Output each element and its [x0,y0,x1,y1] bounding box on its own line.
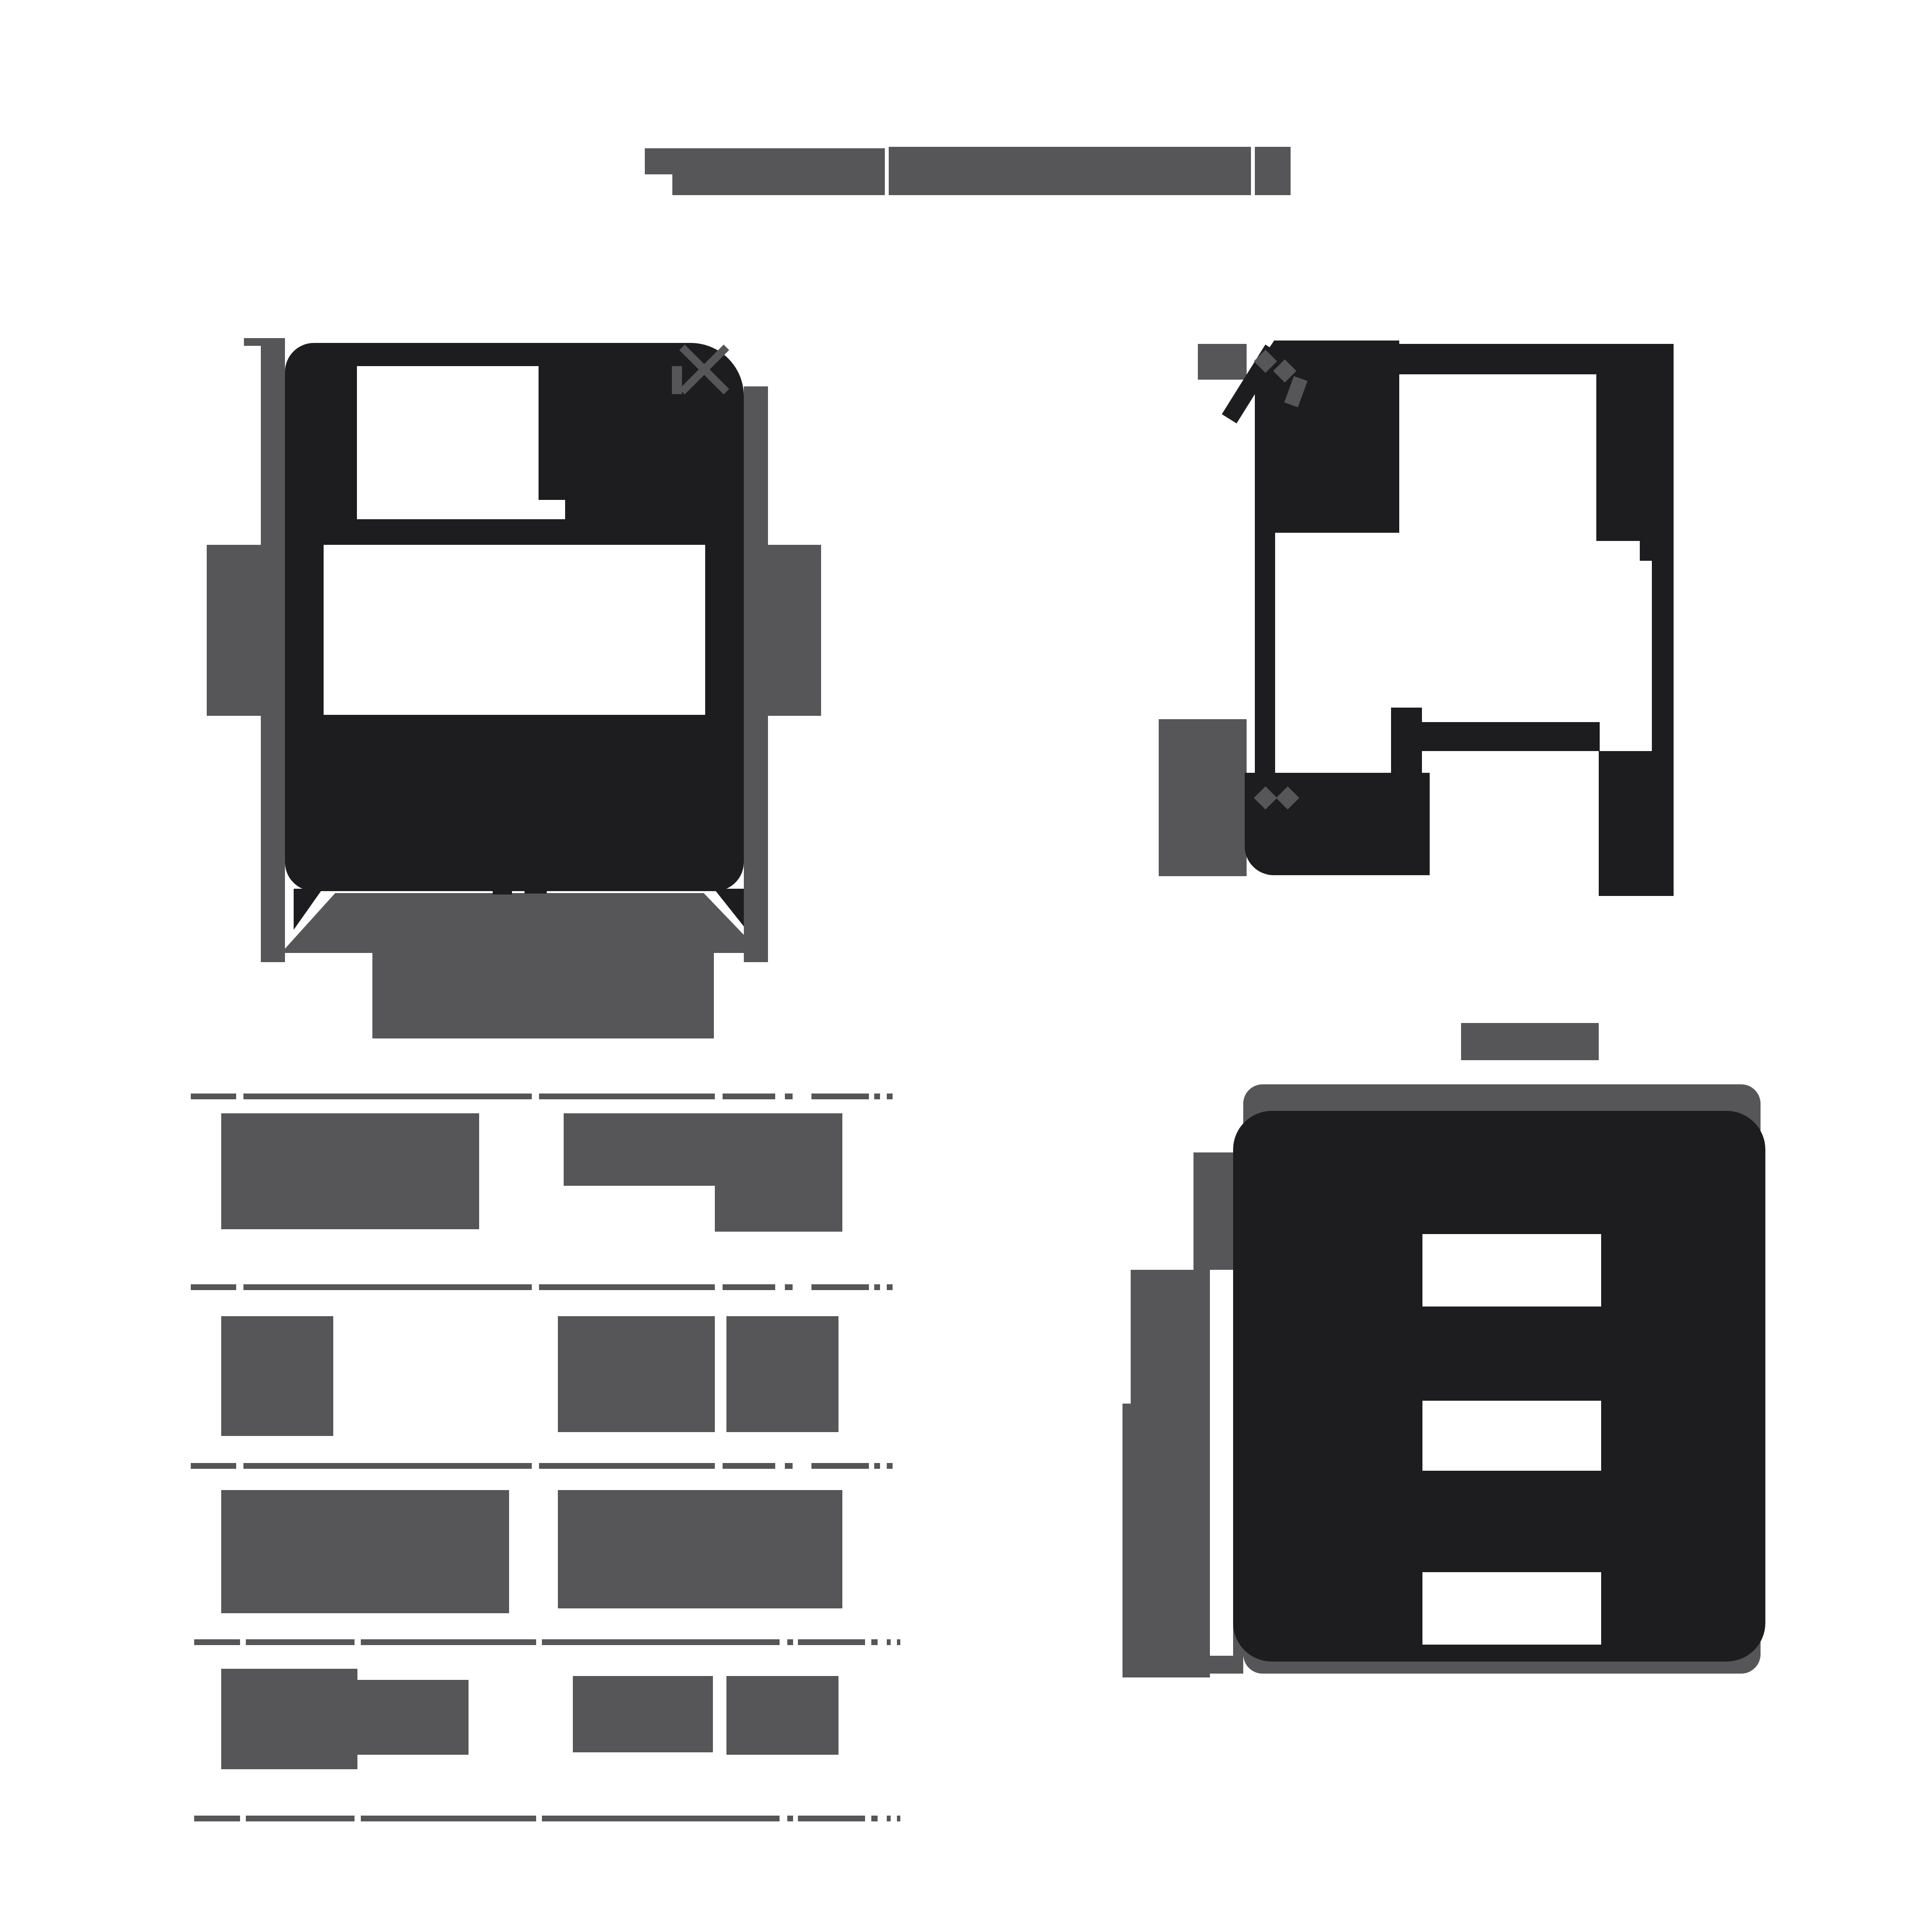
table-rule [191,1094,893,1099]
title-block [645,148,885,174]
table-cell-block [221,1490,509,1613]
seat-cutout-step [539,500,565,519]
outer-gray-extension [1122,1404,1137,1677]
slat [1422,1572,1601,1645]
table-rule [191,1284,893,1290]
right-foot-block [1599,751,1674,896]
table-cell-block [558,1490,842,1608]
side-slot [1210,1270,1233,1656]
table-rule [191,1463,893,1469]
seat-cutout-top [357,366,539,519]
right-post-step [1640,541,1674,561]
table-cell-block [221,1113,479,1229]
table-cell-block [715,1113,842,1232]
dimension-bar [1198,344,1247,380]
table-cell-block [726,1316,838,1432]
dimension-dash [493,887,512,895]
slat [1422,1401,1601,1471]
dimension-flag [672,366,682,394]
table-cell-block [573,1676,713,1752]
armrest-left [207,545,285,716]
left-rail [1255,533,1275,780]
title-block [889,147,1251,195]
table-cell-block [221,1316,333,1436]
shadow-trapezoid [281,893,761,953]
table-cell-block [564,1113,715,1186]
dimension-dash [525,887,547,894]
right-rail [1652,561,1674,751]
table-cell-block [726,1676,838,1755]
top-rail [1280,344,1674,374]
title-block [672,174,885,195]
armrest-right [744,545,821,716]
table-rule [194,1816,900,1821]
left-foot-block [1245,773,1430,875]
table-cell-block [221,1669,357,1769]
reference-block [1159,719,1247,876]
table-cell-block [558,1316,715,1432]
seat-cutout-band [324,545,705,715]
title-block [1255,147,1291,195]
table-cell-block [357,1680,469,1755]
table-rule [194,1639,900,1645]
shadow-footprint [372,953,714,1038]
top-tab [1461,1023,1599,1060]
right-post [1596,373,1674,541]
seat-bar [1422,722,1600,751]
slat [1422,1234,1601,1307]
outer-gray-panel [1131,1270,1210,1677]
